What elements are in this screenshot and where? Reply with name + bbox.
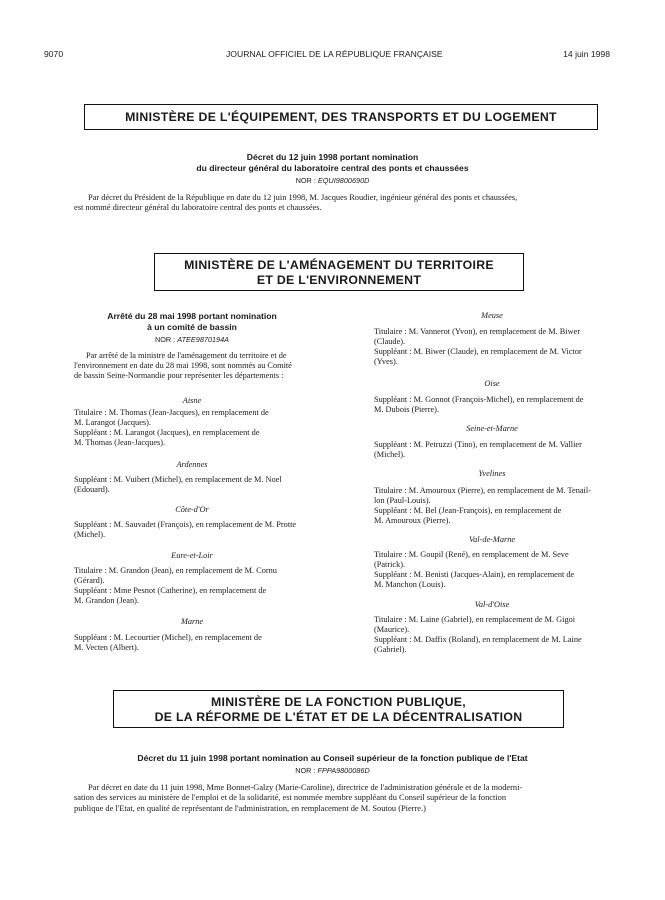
decree-body-1: Par décret du Président de la République en date du 12 juin 1998, M. Jacques Roudier, ingénieur général des ponts et chaussées, est nommé directeur général du laboratoire central des ponts et chaussées. bbox=[74, 193, 518, 213]
page-number: 9070 bbox=[44, 49, 64, 59]
running-header bbox=[44, 49, 610, 61]
ministry-title: MINISTÈRE DE L'ÉQUIPEMENT, DES TRANSPORTS ET DU LOGEMENT bbox=[125, 110, 557, 124]
department-heading: Seine-et-Marne bbox=[466, 424, 518, 433]
department-heading: Aisne bbox=[182, 396, 202, 405]
nomination-entry: Titulaire : M. Grandon (Jean), en remplacement de M. Cornu (Gérard). Suppléant : Mme Pesnot (Catherine), en remplacement de M. Grandon (Jean). bbox=[74, 566, 277, 605]
journal-title: JOURNAL OFFICIEL DE LA RÉPUBLIQUE FRANÇAISE bbox=[226, 49, 443, 59]
ministry-box-fonction-publique bbox=[113, 690, 564, 728]
ministry-title-line-1: MINISTÈRE DE LA FONCTION PUBLIQUE, bbox=[210, 695, 466, 709]
department-heading: Côte-d'Or bbox=[175, 505, 209, 514]
ministry-box-equipement bbox=[84, 104, 598, 130]
nomination-entry: Titulaire : M. Laine (Gabriel), en remplacement de M. Gigoi (Maurice). Suppléant : M. Daffix (Roland), en remplacement de M. Laine (Gabriel). bbox=[374, 615, 582, 654]
arrete-intro: Par arrêté de la ministre de l'aménagement du territoire et de l'environnement en date du 28 mai 1998, sont nommés au Comité de bassin Seine-Normandie pour représenter les départements : bbox=[74, 351, 292, 380]
nomination-entry: Suppléant : M. Sauvadet (François), en remplacement de M. Protte (Michel). bbox=[74, 520, 297, 539]
nor-reference-2: NOR : ATEE9870194A bbox=[154, 335, 230, 344]
nomination-entry: Suppléant : M. Vuibert (Michel), en remplacement de M. Noel (Edouard). bbox=[74, 475, 282, 494]
decree-body-3: Par décret en date du 11 juin 1998, Mme Bonnet-Galzy (Marie-Caroline), directrice de l'administration générale et de la moderni- sation des services au ministère de l'emploi et de la solidarité, est nommée membre suppléant du Conseil supérieur de la fonction publique de l'Etat, en qualité de représentant de l'administration, en remplacement de M. Soutou (Pierre.) bbox=[74, 783, 523, 813]
ministry-title-line-1: MINISTÈRE DE L'AMÉNAGEMENT DU TERRITOIRE bbox=[184, 258, 494, 272]
nomination-entry: Suppléant : M. Lecourtier (Michel), en remplacement de M. Vecten (Albert). bbox=[74, 633, 262, 652]
nomination-entry: Suppléant : M. Gonnot (François-Michel), en remplacement de M. Dubois (Pierre). bbox=[374, 395, 584, 414]
ministry-box-amenagement bbox=[154, 253, 524, 291]
department-heading: Marne bbox=[180, 617, 204, 626]
nomination-entry: Titulaire : M. Goupil (René), en remplacement de M. Seve (Patrick). Suppléant : M. Benisti (Jacques-Alain), en remplacement de M. Manchon (Louis). bbox=[374, 550, 575, 589]
nomination-entry: Titulaire : M. Thomas (Jean-Jacques), en remplacement de M. Larangot (Jacques). Suppléant : M. Larangot (Jacques), en remplacement de M. Thomas (Jean-Jacques). bbox=[74, 408, 269, 447]
decree-title-2: Arrêté du 28 mai 1998 portant nomination à un comité de bassin bbox=[107, 311, 277, 332]
ministry-title-line-2: ET DE L'ENVIRONNEMENT bbox=[256, 273, 422, 287]
nomination-entry: Titulaire : M. Vannerot (Yvon), en remplacement de M. Biwer (Claude). Suppléant : M. Biwer (Claude), en remplacement de M. Victor (Yves). bbox=[374, 327, 582, 366]
department-heading: Oise bbox=[484, 379, 500, 388]
decree-title-1: Décret du 12 juin 1998 portant nomination du directeur général du laboratoire central des ponts et chaussées bbox=[196, 152, 469, 173]
department-heading: Ardennes bbox=[176, 460, 208, 469]
ministry-title-line-2: DE LA RÉFORME DE L'ÉTAT ET DE LA DÉCENTRALISATION bbox=[154, 710, 523, 724]
nor-reference-3: NOR : FPPA9800086D bbox=[295, 766, 370, 775]
department-heading: Eure-et-Loir bbox=[171, 551, 213, 560]
issue-date: 14 juin 1998 bbox=[563, 49, 610, 59]
nomination-entry: Suppléant : M. Petruzzi (Tino), en remplacement de M. Vallier (Michel). bbox=[374, 440, 582, 459]
department-heading: Yvelines bbox=[478, 469, 506, 478]
nomination-entry: Titulaire : M. Amouroux (Pierre), en remplacement de M. Tenail- lon (Paul-Louis). Suppléant : M. Bel (Jean-François), en remplacement de M. Amouroux (Pierre). bbox=[374, 486, 591, 525]
department-heading: Meuse bbox=[481, 311, 503, 320]
decree-title-3: Décret du 11 juin 1998 portant nomination au Conseil supérieur de la fonction publique de l'Etat bbox=[137, 753, 528, 763]
department-heading: Val-de-Marne bbox=[468, 535, 516, 544]
nor-reference-1: NOR : EQUI9800690D bbox=[295, 176, 370, 185]
department-heading: Val-d'Oise bbox=[474, 600, 510, 609]
